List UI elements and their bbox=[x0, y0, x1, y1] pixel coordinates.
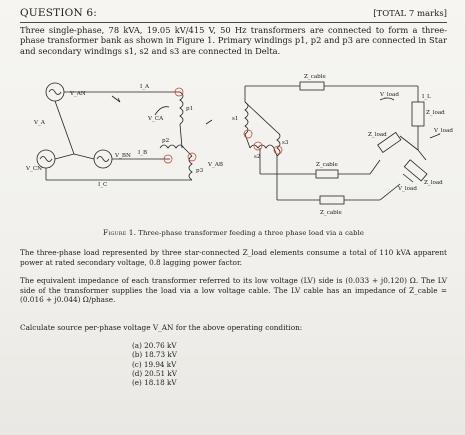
question-prompt: Calculate source per-phase voltage V_AN for the above operating condition: bbox=[20, 323, 303, 332]
label-vcn: V_CN bbox=[26, 166, 43, 172]
label-p2: p2 bbox=[162, 138, 170, 144]
cable-impedance-c bbox=[320, 196, 344, 204]
label-vbn: V_BN bbox=[115, 153, 131, 159]
label-vload-a: V_load bbox=[380, 92, 399, 98]
impedance-paragraph: The equivalent impedance of each transformer referred to its low voltage (LV) side is (0.033 + j0.120) Ω. The LV side of the transformer supplies the load via a low voltage cable. The LV cable has an impedance of Z_cable = (0.016 + j0.044) Ω/phase. bbox=[20, 276, 447, 305]
label-zcable-a: Z_cable bbox=[304, 74, 326, 80]
label-s1: s1 bbox=[232, 116, 239, 122]
intro-paragraph: Three single-phase, 78 kVA, 19.05 kV/415 V, 50 Hz transformers are connected to form a three-phase transformer bank as shown in Figure 1. Primary windings p1, p2 and p3 are connected in Star and secondary windings s1, s2 and s3 are connected in Delta. bbox=[20, 25, 447, 56]
primary-winding-p2 bbox=[160, 145, 184, 148]
label-zcable-c: Z_cable bbox=[320, 210, 342, 216]
label-zload-b: Z_load bbox=[368, 132, 387, 138]
label-ic: I_C bbox=[98, 182, 108, 188]
circuit-figure bbox=[20, 62, 453, 222]
answer-option-e[interactable]: (e) 18.18 kV bbox=[132, 378, 177, 388]
cable-impedance-a bbox=[300, 82, 324, 90]
label-ib: I_B bbox=[138, 150, 148, 156]
primary-winding-p1 bbox=[180, 92, 183, 124]
label-vload-b: V_load bbox=[434, 128, 453, 134]
label-vload-c: V_load bbox=[398, 186, 417, 192]
primary-winding-p3 bbox=[189, 156, 192, 180]
answer-option-b[interactable]: (b) 18.73 kV bbox=[132, 350, 177, 360]
answer-option-d[interactable]: (d) 20.51 kV bbox=[132, 368, 177, 378]
label-p1: p1 bbox=[186, 106, 194, 112]
answer-options bbox=[132, 341, 177, 387]
cable-impedance-b bbox=[316, 170, 338, 178]
label-vca: V_CA bbox=[148, 116, 164, 122]
label-zload-a: Z_load bbox=[426, 110, 445, 116]
label-s2: s2 bbox=[254, 154, 261, 160]
label-ia: I_A bbox=[140, 84, 150, 90]
answer-option-a[interactable]: (a) 20.76 kV bbox=[132, 341, 177, 350]
answer-option-c[interactable]: (c) 19.94 kV bbox=[132, 359, 177, 369]
secondary-winding-s3 bbox=[277, 132, 280, 156]
secondary-winding-s1 bbox=[245, 102, 248, 134]
label-iload: I_L bbox=[422, 94, 431, 100]
figure-caption bbox=[20, 228, 447, 237]
figure-caption-text: Three-phase transformer feeding a three phase load via a cable bbox=[138, 229, 364, 237]
label-zcable-b: Z_cable bbox=[316, 162, 338, 168]
label-va: V_A bbox=[34, 120, 45, 126]
header-rule bbox=[20, 22, 447, 23]
question-header bbox=[20, 7, 447, 19]
label-zload-c: Z_load bbox=[424, 180, 443, 186]
label-s3: s3 bbox=[282, 140, 289, 146]
load-paragraph: The three-phase load represented by three star-connected Z_load elements consume a total of 110 kVA apparent power at rated secondary voltage, 0.8 lagging power factor. bbox=[20, 248, 447, 267]
label-p3: p3 bbox=[196, 168, 204, 174]
label-vab: V_AB bbox=[208, 162, 223, 168]
label-van: V_AN bbox=[70, 91, 86, 97]
load-impedance-a bbox=[412, 102, 424, 126]
figure-caption-label: Figure 1. bbox=[103, 228, 137, 237]
total-marks: [TOTAL 7 marks] bbox=[373, 9, 447, 19]
question-title: QUESTION 6: bbox=[20, 7, 98, 19]
